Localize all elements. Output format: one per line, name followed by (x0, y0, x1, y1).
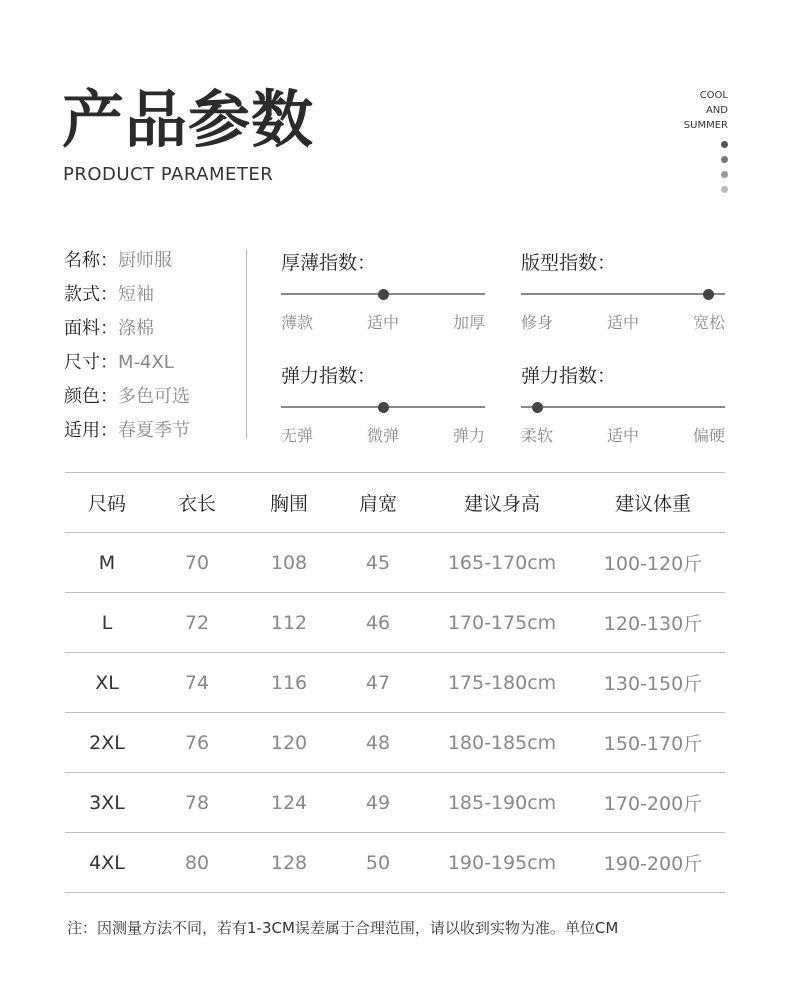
table-cell: 47 (333, 653, 423, 713)
gauge-indicator (703, 289, 714, 300)
table-cell: 46 (333, 593, 423, 653)
table-header-cell: 肩宽 (333, 473, 423, 533)
decorative-dot (721, 141, 728, 148)
gauge-label: 适中 (606, 426, 640, 445)
table-header-cell: 尺码 (65, 473, 149, 533)
table-row (65, 533, 725, 593)
info-key: 尺寸： (64, 352, 118, 373)
vertical-divider (246, 249, 247, 439)
info-row (64, 278, 234, 312)
info-row (64, 312, 234, 346)
table-cell: 120-130斤 (581, 593, 725, 653)
table-cell: 165-170cm (423, 533, 581, 593)
table-cell: 170-200斤 (581, 773, 725, 833)
table-cell: 130-150斤 (581, 653, 725, 713)
table-cell: 80 (149, 833, 245, 893)
table-body (65, 533, 725, 893)
gauge-label: 弹力 (452, 426, 485, 445)
table-cell: 2XL (65, 713, 149, 773)
tagline (648, 88, 728, 133)
info-key: 名称： (64, 250, 118, 271)
table-cell: 124 (245, 773, 333, 833)
gauge-label: 加厚 (452, 313, 485, 332)
gauge-indicator (378, 402, 389, 413)
table-header-cell: 建议体重 (581, 473, 725, 533)
table-cell: 112 (245, 593, 333, 653)
gauge-label: 修身 (521, 313, 554, 332)
gauge-label: 偏硬 (692, 426, 725, 445)
info-row (64, 380, 234, 414)
gauge-track (521, 293, 725, 295)
tagline-line: SUMMER (683, 120, 728, 131)
info-row (64, 414, 234, 448)
page-subtitle: PRODUCT PARAMETER (63, 164, 274, 185)
info-key: 款式： (64, 284, 118, 305)
table-cell: 74 (149, 653, 245, 713)
table-row (65, 593, 725, 653)
decorative-dot (721, 171, 728, 178)
table-header-row (65, 473, 725, 533)
table-cell: 4XL (65, 833, 149, 893)
gauge-label: 适中 (366, 313, 400, 332)
info-value: 厨师服 (118, 250, 172, 271)
table-header-cell: 衣长 (149, 473, 245, 533)
table-row (65, 833, 725, 893)
table-cell: 48 (333, 713, 423, 773)
info-key: 颜色： (64, 386, 118, 407)
table-cell: 180-185cm (423, 713, 581, 773)
gauge-label: 适中 (606, 313, 640, 332)
table-cell: 108 (245, 533, 333, 593)
table-cell: 170-175cm (423, 593, 581, 653)
table-cell: 190-200斤 (581, 833, 725, 893)
gauge-track (521, 406, 725, 408)
table-cell: 175-180cm (423, 653, 581, 713)
table-cell: 120 (245, 713, 333, 773)
table-cell: M (65, 533, 149, 593)
info-row (64, 346, 234, 380)
table-header-cell: 胸围 (245, 473, 333, 533)
table-cell: 150-170斤 (581, 713, 725, 773)
gauge (281, 361, 485, 451)
tagline-line: COOL (699, 90, 728, 101)
info-value: 短袖 (118, 284, 154, 305)
page-title: 产品参数 (62, 83, 315, 156)
gauge-title: 版型指数： (521, 252, 617, 274)
table-cell: 45 (333, 533, 423, 593)
gauge-label: 微弹 (366, 426, 400, 445)
measurement-note: 注：因测量方法不同，若有1-3CM误差属于合理范围，请以收到实物为准。单位CM (67, 919, 619, 937)
table-cell: 70 (149, 533, 245, 593)
info-value: 涤棉 (118, 318, 154, 339)
table-cell: 78 (149, 773, 245, 833)
table-cell: L (65, 593, 149, 653)
gauge-indicator (378, 289, 389, 300)
table-cell: 128 (245, 833, 333, 893)
info-key: 适用： (64, 420, 118, 441)
tagline-line: AND (705, 105, 728, 116)
info-value: 多色可选 (118, 386, 190, 407)
table-row (65, 653, 725, 713)
gauge-indicator (532, 402, 543, 413)
table-cell: 49 (333, 773, 423, 833)
gauge-title: 厚薄指数： (281, 252, 377, 274)
table-cell: 50 (333, 833, 423, 893)
gauge (521, 248, 725, 338)
gauge (521, 361, 725, 451)
gauge-label: 无弹 (281, 426, 314, 445)
table-cell: 76 (149, 713, 245, 773)
table-row (65, 713, 725, 773)
info-value: M-4XL (118, 352, 174, 373)
table-cell: 3XL (65, 773, 149, 833)
decorative-dot (721, 156, 728, 163)
table-cell: 190-195cm (423, 833, 581, 893)
gauge-title: 弹力指数： (521, 365, 617, 387)
table-cell: 185-190cm (423, 773, 581, 833)
product-info-list (64, 244, 234, 448)
gauge-label: 宽松 (692, 313, 725, 332)
table-cell: 116 (245, 653, 333, 713)
gauge-title: 弹力指数： (281, 365, 377, 387)
gauge-label: 柔软 (521, 426, 554, 445)
table-cell: 100-120斤 (581, 533, 725, 593)
gauge (281, 248, 485, 338)
size-table (65, 472, 725, 893)
info-key: 面料： (64, 318, 118, 339)
table-header-cell: 建议身高 (423, 473, 581, 533)
info-value: 春夏季节 (118, 420, 190, 441)
decorative-dot (721, 186, 728, 193)
table-cell: 72 (149, 593, 245, 653)
info-row (64, 244, 234, 278)
table-row (65, 773, 725, 833)
table-cell: XL (65, 653, 149, 713)
gauge-label: 薄款 (281, 313, 314, 332)
